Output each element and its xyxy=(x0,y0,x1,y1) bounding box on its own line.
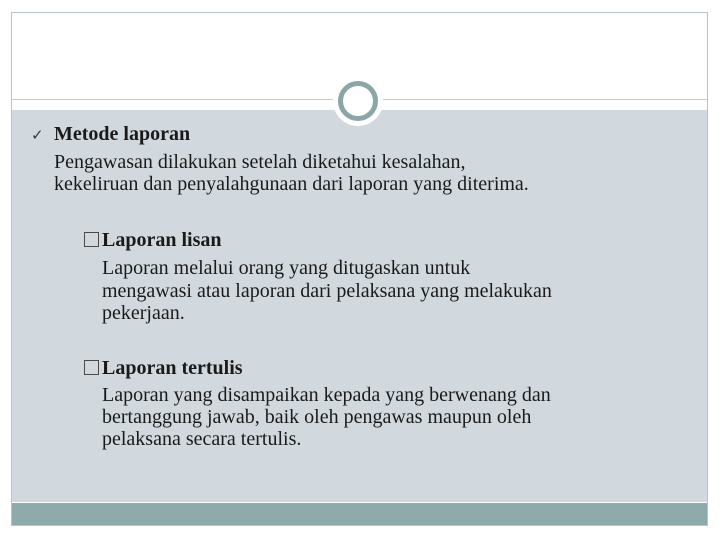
section-heading-metode-laporan: Metode laporan xyxy=(54,123,191,145)
footer-bar xyxy=(12,503,707,525)
checkbox-square-icon xyxy=(84,232,99,247)
section-heading-laporan-tertulis: Laporan tertulis xyxy=(102,357,243,379)
section-text-line: mengawasi atau laporan dari pelaksana yang melakukan xyxy=(102,280,552,302)
circle-ornament-icon xyxy=(333,76,383,126)
section-text-line: kekeliruan dan penyalahgunaan dari laporan yang diterima. xyxy=(54,173,529,195)
section-text-line: pelaksana secara tertulis. xyxy=(102,428,302,450)
section-text-line: Laporan melalui orang yang ditugaskan untuk xyxy=(102,257,471,279)
checkbox-square-icon xyxy=(84,360,99,375)
section-text-line: Laporan yang disampaikan kepada yang berwenang dan xyxy=(102,384,551,406)
circle-ornament-ring xyxy=(338,81,378,121)
checkmark-icon: ✓ xyxy=(31,126,44,144)
section-text-line: pekerjaan. xyxy=(102,302,185,324)
section-text-line: Pengawasan dilakukan setelah diketahui kesalahan, xyxy=(54,151,466,173)
section-heading-laporan-lisan: Laporan lisan xyxy=(102,229,222,251)
section-text-line: bertanggung jawab, baik oleh pengawas maupun oleh xyxy=(102,406,532,428)
